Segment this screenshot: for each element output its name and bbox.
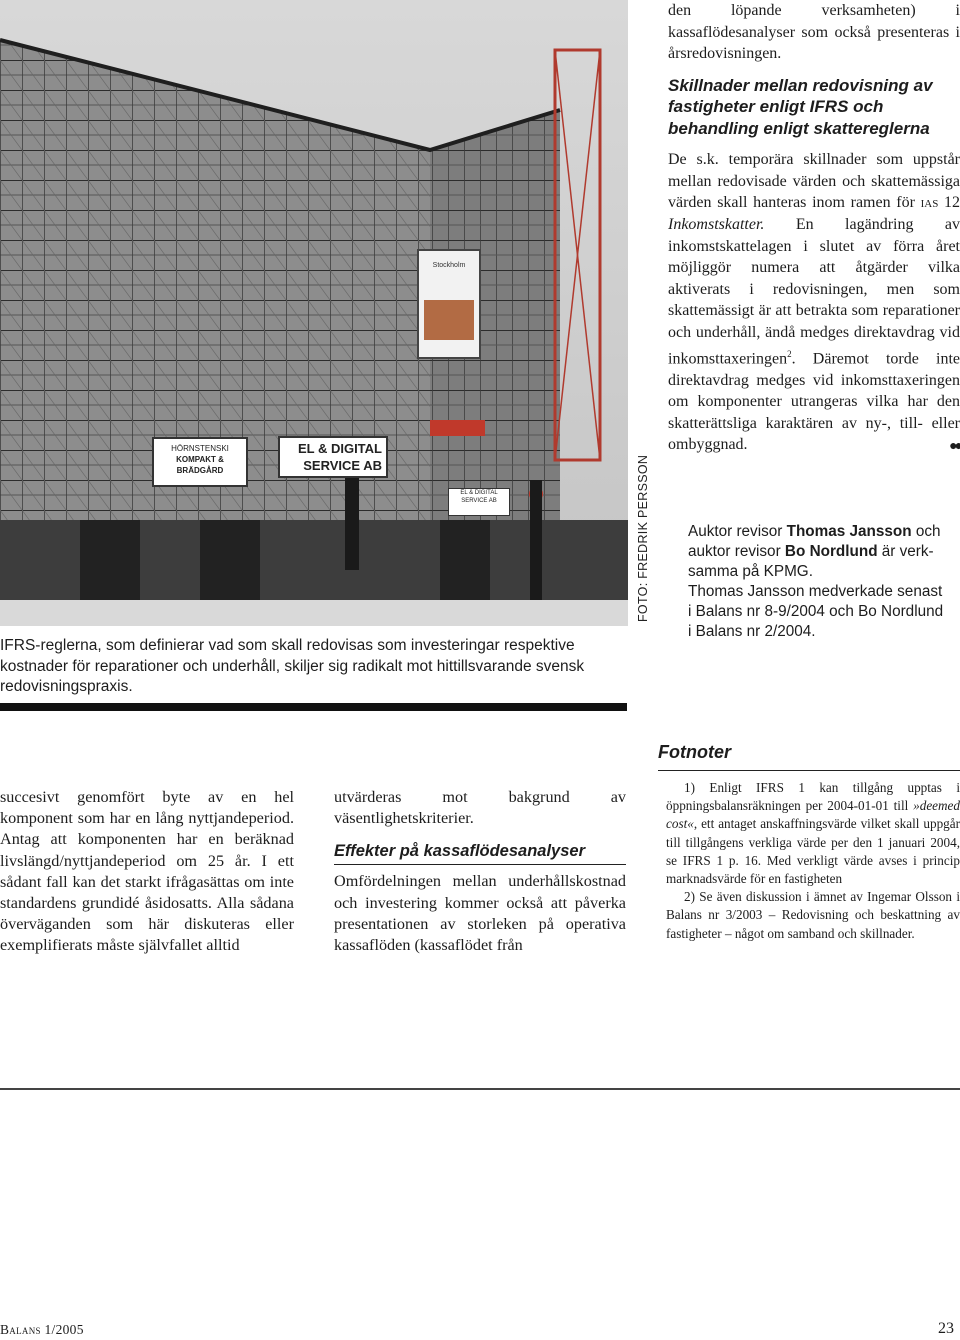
ias-title: Inkomstskatter. [668,216,765,234]
footnotes-box [658,740,960,943]
ias-ref: ias 12 [920,194,960,212]
author-byline [688,522,960,642]
footnote-2: 2) Se även diskussion i ämnet av Ingemar Olsson i Balans nr 3/2003 – Redovisning och beskattning av fastigheter – något om samband och skillnader. [666,889,960,941]
footnotes-body [658,779,960,943]
byline-line2 [688,542,960,562]
billboard-text: Stockholm [432,262,466,269]
photo-credit: FOTO: FREDRIK PERSSON [636,454,650,622]
lower-col2-intro: utvärderas mot bakgrund av väsentlighetskriterier. [334,788,626,828]
footnote-1-text-b: , ett antaget anskaffningsvärde vilket skall uppgår till tillgångens verkliga värde per den 1 januari 2004, se IFRS 1 p. 16. Med verkligt värde avses i princip marknadsvärde för en fastigheten [666,816,960,887]
sign-left-line2: KOMPAKT & BRÄDGÅRD [176,455,224,475]
sign-right [278,436,388,478]
photo-caption: IFRS-reglerna, som definierar vad som skall redovisas som investeringar respektive kostnader för reparationer och underhåll, skiljer sig radikalt mot hittillsvarande svensk redovisningspraxis. [0,637,585,695]
section-heading-ifrs-tax: Skillnader mellan redovisning av fastigheter enligt IFRS och behandling enligt skattereglerna [668,75,933,138]
lower-column-1 [0,787,294,957]
lower-column-2 [334,787,626,956]
section-heading-cashflow [334,841,626,865]
byline-text: är verk- [877,543,934,560]
sign-right-line2: SERVICE AB [303,458,382,473]
footnote-1 [666,779,960,888]
byline-line5: i Balans nr 8-9/2004 och Bo Nordlund [688,603,944,620]
byline-text: Auktor revisor [688,523,787,540]
byline-text: och [911,523,941,540]
sign-right-line1: EL & DIGITAL [297,441,382,456]
body-text-a: De s.k. temporära skillnader som uppstår mellan redovisade värden och skattemässiga värden skall hanteras inom ramen för [668,151,960,212]
footnote-1-italic: »deemed cost« [666,798,960,832]
footnotes-title: Fotnoter [658,740,960,771]
author-name-2: Bo Nordlund [784,543,878,560]
body-text-c: . Däremot torde inte direktavdrag medges vid inkomsttaxeringen om komponenter utrangeras vilka har den skatterättsliga karaktären av ny-, till- eller ombyggnad. [668,349,960,454]
byline-line4: Thomas Jansson medverkade senast [688,583,943,600]
cashflow-heading-text: Effekter på kassaflödesanalyser [334,842,586,861]
footnote-ref-2: 2 [787,348,792,359]
byline-line3: samma på KPMG. [688,563,813,580]
byline-line6: i Balans nr 2/2004. [688,623,816,640]
sign-left-line1: HÖRNSTENSKI [171,444,229,453]
body-text-b: En lagändring av inkomstskattelagen i slutet av förra året möjliggör numera att åtgärder vilka aktiverats i redovisningen, men som skattemässigt är att betrakta som reparationer och underhåll, ändå medges direktavdrag vid inkomsttaxeringen [668,216,960,367]
footer-journal: Balans 1/2005 [0,1322,84,1337]
author-name-1: Thomas Jansson [786,523,912,540]
lower-col2-body: Omfördelningen mellan underhållskostnad och investering kommer också att påverka presentationen av storleken på operativa kassaflöden (kassaflödet från [334,872,626,955]
intro-paragraph: den löpande verksamheten) i kassaflödesanalyser som också presenteras i årsredovisningen. [668,2,960,63]
scaffolded-building-illustration [0,0,628,626]
caption-divider [0,703,627,711]
page-number: 23 [938,1320,954,1337]
footnote-1-text: 1) Enligt IFRS 1 kan tillgång upptas i öppningsbalansräkningen per 2004-01-01 till [666,780,960,814]
byline-text: auktor revisor [688,543,785,560]
sign-left [152,437,248,487]
building-photo [0,0,628,626]
lower-col1-paragraph: succesivt genomfört byte av en hel komponent som har en lång nyttjandeperiod. Antag att komponenten har en beräknad livslängd/nyttjandeperiod om 25 år. I ett sådant fall kan det starkt ifrågasättas om inte standardens grundidé åsidosatts. Alla sådana överväganden som här diskuteras eller exemplifierats måste självfallet alltid [0,788,294,955]
body-paragraph [668,149,960,456]
end-mark: ●● [949,439,960,455]
sign-mid: EL & DIGITAL SERVICE AB [448,488,510,516]
top-right-column [668,0,960,458]
lower-section-rule [0,1088,960,1090]
byline-line1 [688,522,960,542]
